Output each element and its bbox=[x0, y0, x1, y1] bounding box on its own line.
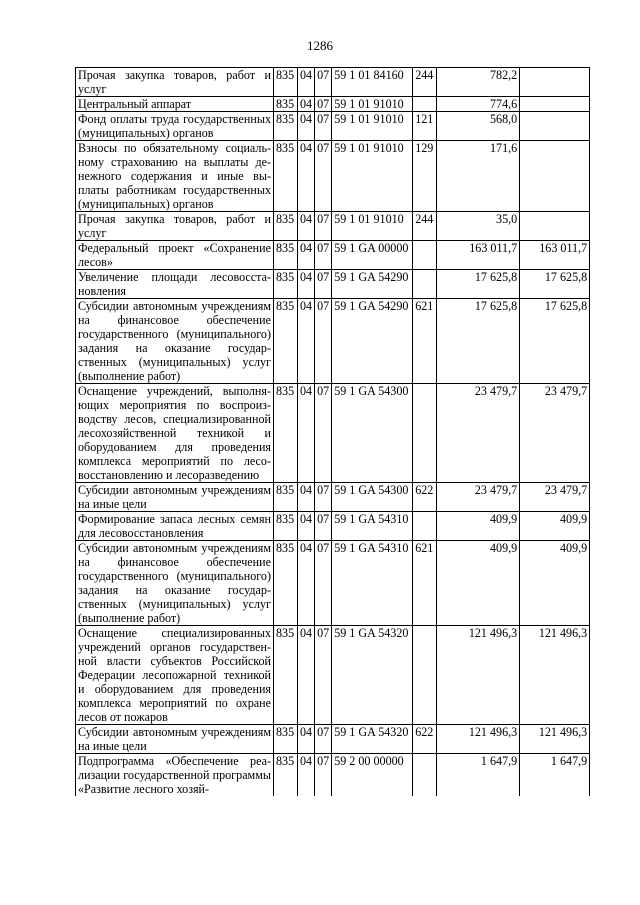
amount-2 bbox=[520, 141, 590, 212]
table-row bbox=[76, 512, 590, 541]
table-row bbox=[76, 754, 590, 797]
section-code: 04 bbox=[298, 512, 315, 541]
section-code: 04 bbox=[298, 68, 315, 97]
subsection-code: 07 bbox=[315, 626, 332, 725]
section-code: 04 bbox=[298, 112, 315, 141]
amount-1: 782,2 bbox=[437, 68, 520, 97]
subsection-code: 07 bbox=[315, 141, 332, 212]
ministry-code: 835 bbox=[274, 97, 298, 112]
subsection-code: 07 bbox=[315, 299, 332, 384]
subsection-code: 07 bbox=[315, 270, 332, 299]
target-article-code: 59 2 00 00000 bbox=[332, 754, 413, 797]
amount-2: 23 479,7 bbox=[520, 384, 590, 483]
table-row bbox=[76, 241, 590, 270]
subsection-code: 07 bbox=[315, 725, 332, 754]
ministry-code: 835 bbox=[274, 112, 298, 141]
amount-2: 163 011,7 bbox=[520, 241, 590, 270]
item-name: Федеральный проект «Сохранение лесов» bbox=[76, 241, 274, 270]
amount-1: 17 625,8 bbox=[437, 299, 520, 384]
ministry-code: 835 bbox=[274, 626, 298, 725]
expense-type-code: 244 bbox=[413, 68, 437, 97]
table-row bbox=[76, 626, 590, 725]
target-article-code: 59 1 GA 54310 bbox=[332, 541, 413, 626]
amount-2: 121 496,3 bbox=[520, 725, 590, 754]
amount-2: 409,9 bbox=[520, 541, 590, 626]
subsection-code: 07 bbox=[315, 97, 332, 112]
subsection-code: 07 bbox=[315, 512, 332, 541]
target-article-code: 59 1 01 91010 bbox=[332, 212, 413, 241]
target-article-code: 59 1 GA 54300 bbox=[332, 483, 413, 512]
section-code: 04 bbox=[298, 141, 315, 212]
table-row bbox=[76, 68, 590, 97]
expense-type-code bbox=[413, 241, 437, 270]
amount-1: 409,9 bbox=[437, 512, 520, 541]
target-article-code: 59 1 GA 54290 bbox=[332, 299, 413, 384]
amount-2 bbox=[520, 212, 590, 241]
item-name: Центральный аппарат bbox=[76, 97, 274, 112]
target-article-code: 59 1 01 91010 bbox=[332, 97, 413, 112]
amount-1: 121 496,3 bbox=[437, 725, 520, 754]
amount-1: 35,0 bbox=[437, 212, 520, 241]
amount-1: 163 011,7 bbox=[437, 241, 520, 270]
subsection-code: 07 bbox=[315, 241, 332, 270]
ministry-code: 835 bbox=[274, 541, 298, 626]
item-name: Формирование запаса лесных семян для лесовосстановления bbox=[76, 512, 274, 541]
table-row bbox=[76, 112, 590, 141]
item-name: Прочая закупка товаров, работ и услуг bbox=[76, 68, 274, 97]
amount-2: 17 625,8 bbox=[520, 299, 590, 384]
ministry-code: 835 bbox=[274, 754, 298, 797]
expense-type-code: 121 bbox=[413, 112, 437, 141]
amount-1: 171,6 bbox=[437, 141, 520, 212]
budget-table bbox=[75, 67, 590, 796]
item-name: Подпрограмма «Обеспечение реализации государственной программы «Развитие лесного хозяй- bbox=[76, 754, 274, 797]
item-name: Оснащение специализированных учреждений органов государственной власти субъектов Российской Федерации лесопожарной техникой и оборудованием для проведения комплекса мероприятий по охране лесов от пожаров bbox=[76, 626, 274, 725]
section-code: 04 bbox=[298, 212, 315, 241]
expense-type-code: 129 bbox=[413, 141, 437, 212]
item-name: Оснащение учреждений, выполняющих мероприятия по воспроизводству лесов, специализированной лесохозяйственной техникой и оборудованием для проведения комплекса мероприятий по лесовосстановлению и лесоразведению bbox=[76, 384, 274, 483]
expense-type-code: 244 bbox=[413, 212, 437, 241]
expense-type-code bbox=[413, 754, 437, 797]
table-row bbox=[76, 299, 590, 384]
subsection-code: 07 bbox=[315, 112, 332, 141]
ministry-code: 835 bbox=[274, 384, 298, 483]
amount-2: 1 647,9 bbox=[520, 754, 590, 797]
amount-1: 774,6 bbox=[437, 97, 520, 112]
section-code: 04 bbox=[298, 97, 315, 112]
amount-2: 409,9 bbox=[520, 512, 590, 541]
table-row bbox=[76, 270, 590, 299]
item-name: Субсидии автономным учреждениям на иные цели bbox=[76, 725, 274, 754]
page-number: 1286 bbox=[307, 38, 333, 53]
table-row bbox=[76, 541, 590, 626]
expense-type-code: 621 bbox=[413, 299, 437, 384]
ministry-code: 835 bbox=[274, 725, 298, 754]
amount-2: 121 496,3 bbox=[520, 626, 590, 725]
ministry-code: 835 bbox=[274, 483, 298, 512]
table-row bbox=[76, 97, 590, 112]
expense-type-code: 621 bbox=[413, 541, 437, 626]
target-article-code: 59 1 GA 54320 bbox=[332, 626, 413, 725]
ministry-code: 835 bbox=[274, 270, 298, 299]
section-code: 04 bbox=[298, 299, 315, 384]
table-row bbox=[76, 384, 590, 483]
expense-type-code bbox=[413, 384, 437, 483]
item-name: Субсидии автономным учреждениям на финансовое обеспечение государственного (муниципального) задания на оказание государственных (муниципальных) услуг (выполнение работ) bbox=[76, 299, 274, 384]
section-code: 04 bbox=[298, 626, 315, 725]
ministry-code: 835 bbox=[274, 141, 298, 212]
item-name: Субсидии автономным учреждениям на иные цели bbox=[76, 483, 274, 512]
target-article-code: 59 1 01 84160 bbox=[332, 68, 413, 97]
ministry-code: 835 bbox=[274, 212, 298, 241]
item-name: Увеличение площади лесовосстановления bbox=[76, 270, 274, 299]
expense-type-code: 622 bbox=[413, 725, 437, 754]
item-name: Прочая закупка товаров, работ и услуг bbox=[76, 212, 274, 241]
budget-table-body bbox=[76, 68, 590, 797]
expense-type-code bbox=[413, 270, 437, 299]
item-name: Взносы по обязательному социальному страхованию на выплаты денежного содержания и иные выплаты работникам государственных (муниципальных) органов bbox=[76, 141, 274, 212]
amount-1: 409,9 bbox=[437, 541, 520, 626]
section-code: 04 bbox=[298, 483, 315, 512]
amount-1: 17 625,8 bbox=[437, 270, 520, 299]
target-article-code: 59 1 GA 54290 bbox=[332, 270, 413, 299]
table-row bbox=[76, 212, 590, 241]
target-article-code: 59 1 01 91010 bbox=[332, 141, 413, 212]
subsection-code: 07 bbox=[315, 754, 332, 797]
subsection-code: 07 bbox=[315, 384, 332, 483]
expense-type-code: 622 bbox=[413, 483, 437, 512]
table-row bbox=[76, 725, 590, 754]
amount-1: 121 496,3 bbox=[437, 626, 520, 725]
section-code: 04 bbox=[298, 541, 315, 626]
amount-2: 17 625,8 bbox=[520, 270, 590, 299]
item-name: Фонд оплаты труда государственных (муниципальных) органов bbox=[76, 112, 274, 141]
amount-2: 23 479,7 bbox=[520, 483, 590, 512]
amount-1: 23 479,7 bbox=[437, 483, 520, 512]
section-code: 04 bbox=[298, 725, 315, 754]
target-article-code: 59 1 GA 54310 bbox=[332, 512, 413, 541]
expense-type-code bbox=[413, 626, 437, 725]
section-code: 04 bbox=[298, 241, 315, 270]
subsection-code: 07 bbox=[315, 483, 332, 512]
expense-type-code bbox=[413, 512, 437, 541]
amount-2 bbox=[520, 68, 590, 97]
ministry-code: 835 bbox=[274, 512, 298, 541]
target-article-code: 59 1 GA 54320 bbox=[332, 725, 413, 754]
amount-1: 23 479,7 bbox=[437, 384, 520, 483]
subsection-code: 07 bbox=[315, 541, 332, 626]
amount-2 bbox=[520, 97, 590, 112]
target-article-code: 59 1 GA 54300 bbox=[332, 384, 413, 483]
ministry-code: 835 bbox=[274, 241, 298, 270]
subsection-code: 07 bbox=[315, 212, 332, 241]
section-code: 04 bbox=[298, 384, 315, 483]
table-row bbox=[76, 483, 590, 512]
amount-1: 1 647,9 bbox=[437, 754, 520, 797]
table-row bbox=[76, 141, 590, 212]
section-code: 04 bbox=[298, 754, 315, 797]
target-article-code: 59 1 01 91010 bbox=[332, 112, 413, 141]
expense-type-code bbox=[413, 97, 437, 112]
target-article-code: 59 1 GA 00000 bbox=[332, 241, 413, 270]
ministry-code: 835 bbox=[274, 68, 298, 97]
subsection-code: 07 bbox=[315, 68, 332, 97]
amount-1: 568,0 bbox=[437, 112, 520, 141]
amount-2 bbox=[520, 112, 590, 141]
ministry-code: 835 bbox=[274, 299, 298, 384]
section-code: 04 bbox=[298, 270, 315, 299]
item-name: Субсидии автономным учреждениям на финансовое обеспечение государственного (муниципального) задания на оказание государственных (муниципальных) услуг (выполнение работ) bbox=[76, 541, 274, 626]
